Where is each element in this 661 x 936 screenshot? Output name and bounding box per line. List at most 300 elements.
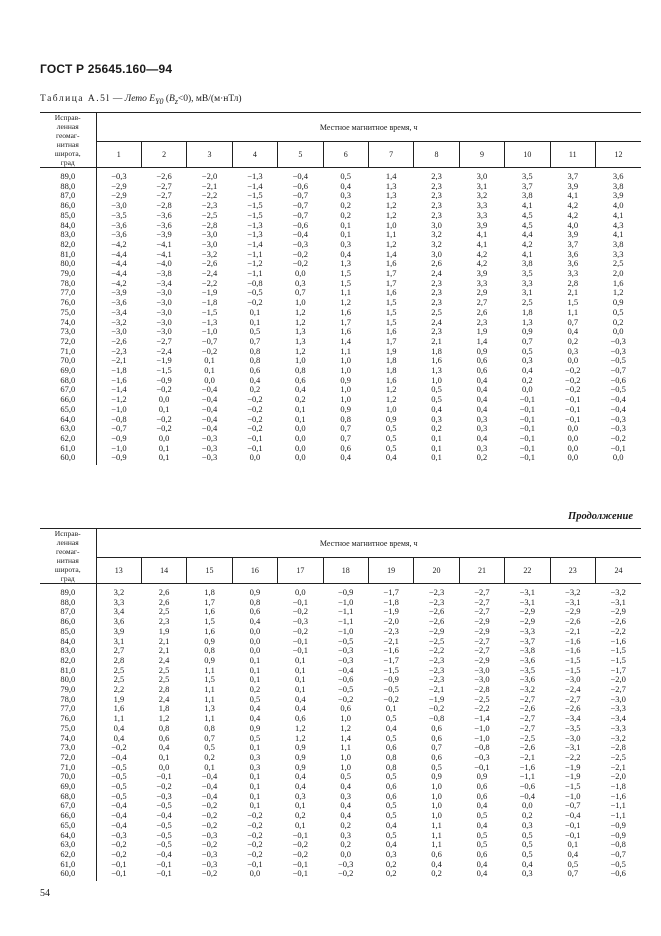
table-body (40, 584, 641, 882)
value-cell: 0,2 (385, 858, 397, 869)
value-cell: −3,6 (519, 674, 536, 685)
value-cell: −0,1 (474, 761, 490, 772)
data-table-part2 (40, 528, 641, 881)
value-cell: −0,3 (201, 848, 218, 859)
value-cell: 2,3 (431, 297, 442, 308)
value-cell: 4,2 (476, 258, 488, 269)
value-cell: 0,6 (476, 365, 488, 376)
value-cell: 0,9 (204, 654, 215, 665)
value-cell: −1,0 (565, 790, 581, 801)
value-cell: 1,5 (340, 268, 352, 279)
value-cell: −2,1 (383, 635, 399, 646)
value-cell: 2,5 (113, 674, 125, 685)
value-cell: −0,2 (111, 742, 127, 753)
value-cell: 0,5 (431, 384, 442, 395)
value-cell: 2,1 (158, 645, 170, 656)
latitude-cell: 60,0 (40, 869, 96, 881)
value-cell: 1,6 (385, 374, 397, 385)
value-cell: 1,5 (385, 316, 397, 327)
value-cell: 0,6 (158, 732, 170, 743)
value-cell: −0,3 (292, 616, 309, 627)
value-cell: −2,9 (565, 606, 581, 617)
value-cell: −1,2 (247, 258, 263, 269)
value-cell: −1,1 (247, 268, 263, 279)
value-cell: 1,1 (431, 819, 442, 830)
value-cell: 1,2 (340, 722, 352, 733)
value-cell: 4,1 (476, 229, 488, 240)
value-cell: 1,0 (340, 761, 352, 772)
value-cell: 4,1 (567, 190, 579, 201)
latitude-cell: 88,0 (40, 598, 96, 608)
value-cell: 0,9 (476, 345, 488, 356)
value-cell: 1,4 (340, 335, 352, 346)
latitude-cell: 72,0 (40, 337, 96, 347)
value-cell: −1,7 (383, 587, 399, 597)
latitude-cell: 73,0 (40, 743, 96, 753)
latitude-cell: 79,0 (40, 269, 96, 279)
value-cell: −1,4 (474, 713, 490, 724)
latitude-cell: 87,0 (40, 191, 96, 201)
value-cell: 0,1 (295, 664, 306, 675)
value-cell: −4,4 (111, 258, 127, 269)
value-cell: 0,4 (385, 839, 397, 850)
value-cell: −0,7 (201, 335, 218, 346)
hour-header: 7 (368, 142, 413, 168)
value-cell: −3,0 (156, 297, 172, 308)
value-cell: −2,0 (610, 674, 626, 685)
value-cell: 2,3 (431, 171, 442, 181)
value-cell: 0,1 (295, 800, 306, 811)
value-cell: 1,3 (385, 190, 397, 201)
value-cell: −0,1 (292, 635, 309, 646)
value-cell: −0,1 (292, 868, 309, 879)
latitude-cell: 76,0 (40, 714, 96, 724)
value-cell: 0,1 (431, 432, 442, 443)
value-cell: −2,0 (610, 771, 626, 782)
value-cell: 1,8 (385, 355, 397, 366)
value-cell: 3,2 (431, 238, 442, 249)
value-cell: −0,9 (610, 819, 626, 830)
value-cell: −1,4 (111, 384, 127, 395)
value-cell: 1,3 (431, 365, 442, 376)
value-cell: 0,4 (295, 384, 306, 395)
value-cell: 2,4 (158, 693, 170, 704)
value-cell: 0,0 (567, 452, 579, 463)
value-cell: 0,4 (385, 819, 397, 830)
value-cell: 3,1 (476, 180, 488, 191)
value-cell: 0,1 (249, 781, 261, 792)
value-cell: 0,6 (476, 781, 488, 792)
value-cell: −2,7 (156, 335, 172, 346)
value-cell: −0,1 (292, 596, 309, 607)
value-cell: 0,5 (522, 848, 533, 859)
value-cell: −2,1 (111, 355, 127, 366)
value-cell: −1,3 (247, 171, 263, 181)
value-cell: −0,4 (201, 394, 218, 405)
value-cell: 0,5 (385, 771, 397, 782)
value-cell: 3,3 (113, 596, 125, 607)
value-cell: 2,5 (158, 664, 170, 675)
value-cell: 0,0 (158, 761, 170, 772)
value-cell: −2,3 (428, 596, 445, 607)
value-cell: −0,7 (292, 209, 309, 220)
latitude-cell: 83,0 (40, 230, 96, 240)
value-cell: 1,0 (340, 394, 352, 405)
value-cell: 0,5 (522, 839, 533, 850)
value-cell: −3,0 (201, 238, 218, 249)
latitude-cell: 66,0 (40, 811, 96, 821)
value-cell: 0,0 (612, 452, 624, 463)
value-cell: −2,4 (156, 345, 172, 356)
value-cell: −2,2 (610, 625, 626, 636)
latitude-cell: 85,0 (40, 211, 96, 221)
value-cell: 0,4 (567, 326, 579, 337)
value-cell: −3,2 (201, 248, 218, 259)
value-cell: 4,2 (567, 209, 579, 220)
hour-header: 17 (278, 558, 323, 584)
value-cell: 2,3 (476, 316, 488, 327)
value-cell: −1,8 (201, 297, 218, 308)
value-cell: 0,1 (204, 355, 215, 366)
value-cell: −2,6 (565, 703, 581, 714)
value-cell: 0,4 (431, 403, 442, 414)
value-cell: 0,9 (249, 722, 261, 733)
caption-symbol-sub: Y0 (155, 96, 164, 106)
value-cell: −1,2 (111, 394, 127, 405)
latitude-cell: 70,0 (40, 772, 96, 782)
value-cell: −0,9 (610, 829, 626, 840)
value-cell: 2,5 (431, 306, 442, 317)
value-cell: 1,0 (385, 219, 397, 230)
value-cell: −2,1 (610, 761, 626, 772)
value-cell: 0,1 (385, 703, 397, 714)
value-cell: 0,3 (522, 355, 533, 366)
value-cell: −0,4 (565, 810, 581, 821)
hour-header: 8 (414, 142, 459, 168)
value-cell: −2,7 (519, 713, 536, 724)
value-cell: 4,5 (522, 209, 533, 220)
value-cell: 0,3 (567, 345, 579, 356)
value-cell: −0,1 (292, 829, 309, 840)
value-cell: 2,7 (113, 645, 125, 656)
value-cell: 0,1 (249, 790, 261, 801)
value-cell: 0,8 (158, 722, 170, 733)
value-cell: 0,4 (522, 365, 533, 376)
latitude-cell: 69,0 (40, 366, 96, 376)
value-cell: −0,5 (383, 684, 399, 695)
latitude-cell: 89,0 (40, 168, 96, 182)
value-cell: −1,5 (610, 645, 626, 656)
value-cell: −3,6 (156, 219, 172, 230)
value-cell: 1,0 (431, 374, 442, 385)
value-cell: −1,1 (338, 616, 354, 627)
value-cell: −2,7 (156, 190, 172, 201)
value-cell: −0,1 (156, 858, 172, 869)
value-cell: 0,2 (612, 316, 624, 327)
value-cell: 1,6 (204, 606, 215, 617)
value-cell: −2,1 (428, 684, 445, 695)
value-cell: 0,1 (295, 654, 306, 665)
value-cell: 3,8 (612, 238, 624, 249)
value-cell: −3,4 (156, 277, 172, 288)
value-cell: −0,8 (474, 742, 490, 753)
value-cell: −3,2 (519, 684, 536, 695)
value-cell: −0,5 (111, 781, 127, 792)
latitude-cell: 80,0 (40, 259, 96, 269)
value-cell: −3,2 (610, 587, 626, 597)
value-cell: −0,3 (111, 829, 127, 840)
latitude-cell: 80,0 (40, 675, 96, 685)
value-cell: −2,8 (201, 219, 218, 230)
value-cell: 0,3 (340, 190, 352, 201)
value-cell: 0,5 (385, 423, 397, 434)
latitude-header-line: широта, (54, 149, 81, 158)
value-cell: −2,7 (474, 606, 490, 617)
value-cell: 2,0 (612, 268, 624, 279)
caption-cond-var: B (169, 94, 175, 104)
hour-header: 21 (459, 558, 504, 584)
value-cell: 0,7 (522, 335, 533, 346)
value-cell: 0,4 (522, 858, 533, 869)
value-cell: −0,5 (610, 384, 626, 395)
value-cell: −2,3 (428, 654, 445, 665)
value-cell: −3,7 (519, 635, 536, 646)
value-cell: 3,3 (476, 209, 488, 220)
hour-header: 6 (323, 142, 368, 168)
value-cell: 0,9 (476, 771, 488, 782)
value-cell: 0,8 (249, 345, 261, 356)
value-cell: 3,3 (567, 268, 579, 279)
value-cell: 0,0 (567, 432, 579, 443)
value-cell: 1,0 (431, 810, 442, 821)
value-cell: 0,0 (295, 587, 306, 597)
value-cell: 1,5 (385, 297, 397, 308)
value-cell: −1,5 (201, 306, 218, 317)
value-cell: 4,1 (612, 209, 624, 220)
value-cell: 0,1 (158, 452, 170, 463)
value-cell: −0,5 (111, 761, 127, 772)
latitude-cell: 67,0 (40, 385, 96, 395)
value-cell: 2,5 (113, 664, 125, 675)
value-cell: −2,6 (519, 703, 536, 714)
value-cell: 1,0 (431, 790, 442, 801)
value-cell: 0,3 (340, 829, 352, 840)
value-cell: 1,5 (567, 297, 579, 308)
value-cell: −0,2 (247, 848, 263, 859)
value-cell: −0,1 (565, 394, 581, 405)
value-cell: −1,6 (610, 790, 626, 801)
value-cell: −1,1 (338, 606, 354, 617)
value-cell: −1,0 (201, 326, 218, 337)
value-cell: 0,4 (476, 868, 488, 879)
latitude-cell: 79,0 (40, 685, 96, 695)
value-cell: 0,4 (295, 781, 306, 792)
value-cell: −2,6 (111, 335, 127, 346)
value-cell: 1,7 (385, 268, 397, 279)
value-cell: 1,9 (113, 693, 125, 704)
latitude-cell: 65,0 (40, 821, 96, 831)
value-cell: 0,8 (249, 355, 261, 366)
value-cell: 3,8 (612, 180, 624, 191)
value-cell: −1,6 (519, 761, 536, 772)
value-cell: −1,5 (156, 365, 172, 376)
value-cell: 1,9 (385, 345, 397, 356)
value-cell: −0,1 (565, 829, 581, 840)
value-cell: 3,1 (522, 287, 533, 298)
value-cell: −2,9 (519, 616, 536, 627)
value-cell: −0,7 (292, 190, 309, 201)
value-cell: 0,9 (385, 413, 397, 424)
value-cell: −1,0 (474, 732, 490, 743)
value-cell: 0,1 (249, 742, 261, 753)
latitude-cell: 73,0 (40, 327, 96, 337)
value-cell: 3,0 (476, 171, 488, 181)
latitude-cell: 68,0 (40, 792, 96, 802)
value-cell: −0,4 (201, 403, 218, 414)
value-cell: −3,1 (519, 596, 536, 607)
latitude-cell: 66,0 (40, 395, 96, 405)
value-cell: 0,0 (567, 442, 579, 453)
value-cell: −2,8 (156, 200, 172, 211)
value-cell: −3,0 (156, 326, 172, 337)
value-cell: 2,5 (612, 258, 624, 269)
value-cell: −0,2 (292, 625, 309, 636)
value-cell: 0,6 (431, 848, 442, 859)
value-cell: 0,5 (385, 732, 397, 743)
value-cell: 1,7 (340, 316, 352, 327)
table-row (40, 168, 641, 182)
value-cell: 1,0 (295, 297, 306, 308)
value-cell: −0,7 (292, 200, 309, 211)
value-cell: 0,5 (476, 839, 488, 850)
value-cell: 2,3 (431, 190, 442, 201)
value-cell: −0,4 (201, 771, 218, 782)
value-cell: −0,2 (156, 413, 172, 424)
value-cell: −4,4 (111, 268, 127, 279)
value-cell: 1,1 (431, 839, 442, 850)
value-cell: −2,7 (474, 587, 490, 597)
value-cell: −2,7 (474, 596, 490, 607)
value-cell: −0,3 (201, 452, 218, 463)
value-cell: −0,2 (247, 413, 263, 424)
value-cell: 1,0 (340, 384, 352, 395)
latitude-cell: 71,0 (40, 347, 96, 357)
latitude-cell: 82,0 (40, 240, 96, 250)
latitude-header-line: Исправ- (54, 113, 81, 122)
value-cell: 0,6 (431, 751, 442, 762)
value-cell: −0,3 (201, 858, 218, 869)
value-cell: 4,2 (476, 248, 488, 259)
value-cell: −0,6 (292, 219, 309, 230)
value-cell: 1,0 (431, 781, 442, 792)
value-cell: 0,6 (295, 713, 306, 724)
value-cell: 0,0 (295, 268, 306, 279)
value-cell: −3,0 (111, 326, 127, 337)
value-cell: −0,7 (610, 365, 626, 376)
latitude-header-line: геомаг- (55, 547, 80, 556)
value-cell: 2,7 (476, 297, 488, 308)
hours-header-row (40, 558, 641, 584)
hour-header: 19 (368, 558, 413, 584)
value-cell: −1,6 (610, 635, 626, 646)
value-cell: 1,9 (476, 326, 488, 337)
value-cell: 2,6 (431, 258, 442, 269)
value-cell: −2,6 (519, 742, 536, 753)
value-cell: −0,2 (111, 839, 127, 850)
value-cell: 0,2 (249, 384, 261, 395)
value-cell: 0,3 (295, 790, 306, 801)
value-cell: −0,1 (292, 858, 309, 869)
table-row (40, 584, 641, 598)
value-cell: 0,8 (385, 761, 397, 772)
latitude-cell: 74,0 (40, 318, 96, 328)
latitude-cell: 76,0 (40, 298, 96, 308)
value-cell: 0,2 (476, 452, 488, 463)
value-cell: 3,9 (476, 268, 488, 279)
value-cell: −1,5 (383, 664, 399, 675)
value-cell: −0,2 (292, 848, 309, 859)
value-cell: 2,6 (158, 596, 170, 607)
value-cell: −3,6 (111, 229, 127, 240)
value-cell: −0,9 (111, 432, 127, 443)
value-cell: 1,2 (385, 238, 397, 249)
value-cell: −0,2 (247, 819, 263, 830)
value-cell: 0,5 (567, 858, 579, 869)
value-cell: 0,4 (476, 432, 488, 443)
value-cell: 0,6 (340, 703, 352, 714)
value-cell: −0,4 (111, 751, 127, 762)
value-cell: −0,2 (156, 781, 172, 792)
value-cell: −3,0 (474, 664, 490, 675)
value-cell: −0,7 (111, 423, 127, 434)
value-cell: 0,3 (295, 277, 306, 288)
value-cell: 0,6 (385, 781, 397, 792)
value-cell: 0,2 (431, 423, 442, 434)
value-cell: 1,4 (385, 171, 397, 181)
table-body (40, 168, 641, 466)
value-cell: 1,6 (340, 326, 352, 337)
value-cell: 1,2 (385, 200, 397, 211)
value-cell: −1,6 (565, 645, 581, 656)
value-cell: 0,4 (295, 771, 306, 782)
value-cell: −2,1 (201, 180, 218, 191)
value-cell: −1,8 (383, 596, 399, 607)
value-cell: −1,9 (428, 693, 445, 704)
value-cell: −3,2 (610, 732, 626, 743)
value-cell: 1,2 (158, 713, 170, 724)
value-cell: 0,2 (340, 839, 352, 850)
value-cell: −3,2 (565, 587, 581, 597)
value-cell: 3,8 (522, 258, 533, 269)
latitude-cell: 60,0 (40, 453, 96, 465)
value-cell: 3,4 (113, 606, 125, 617)
value-cell: −0,1 (519, 432, 536, 443)
value-cell: 0,7 (431, 742, 442, 753)
hour-header: 11 (550, 142, 595, 168)
value-cell: −3,0 (474, 674, 490, 685)
value-cell: −0,4 (292, 171, 309, 181)
value-cell: −3,1 (610, 596, 626, 607)
value-cell: −4,1 (156, 238, 172, 249)
value-cell: 0,0 (295, 442, 306, 453)
value-cell: 3,9 (567, 180, 579, 191)
value-cell: 2,5 (158, 674, 170, 685)
value-cell: −0,2 (247, 403, 263, 414)
value-cell: −0,3 (338, 858, 354, 869)
value-cell: −0,5 (111, 771, 127, 782)
value-cell: 0,4 (340, 781, 352, 792)
value-cell: −0,4 (292, 229, 309, 240)
